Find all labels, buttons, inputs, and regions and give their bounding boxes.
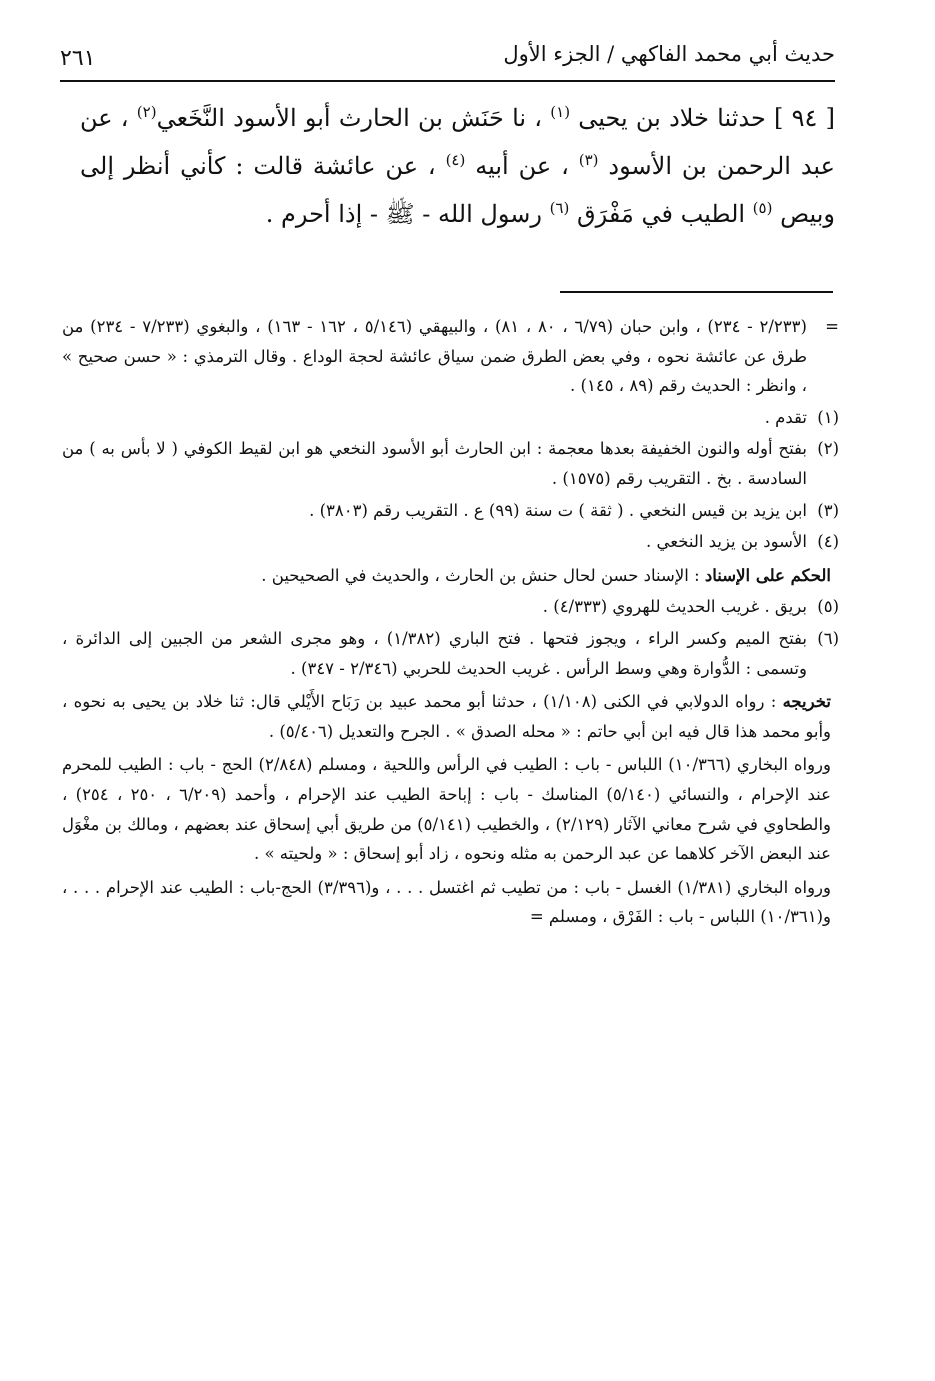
footnote-1 <box>62 403 839 433</box>
isnad-ruling <box>62 561 839 591</box>
running-header <box>60 38 835 82</box>
footnote-text: بفتح الميم وكسر الراء ، ويجوز فتحها . فتح الباري (١/٣٨٢) ، وهو مجرى الشعر من الجبين إلى الدائرة ، وتسمى : الدُّوارة وهي وسط الرأس . غريب الحديث للحربي (٢/٣٤٦ - ٣٤٧) . <box>62 628 807 678</box>
continuation-marker: = <box>825 317 839 336</box>
footnote-ref[interactable]: (٥) <box>752 199 773 217</box>
takhrij-paragraph-3: ورواه البخاري (١/٣٨١) الغسل - باب : من تطيب ثم اغتسل . . . ، و(٣/٣٩٦) الحج-باب : الطيب عند الإحرام . . . ، و(١٠/٣٦١) اللباس - باب : الفَرْق ، ومسلم = <box>62 877 831 927</box>
footnote-text: الأسود بن يزيد النخعي . <box>646 532 807 552</box>
footnote-2 <box>62 434 839 493</box>
footnote-6 <box>62 624 839 683</box>
footnote-ref[interactable]: (٣) <box>578 151 599 169</box>
page-number: ٢٦١ <box>60 46 96 71</box>
ruling-text: : الإسناد حسن لحال حنش بن الحارث ، والحديث في الصحيحين . <box>261 565 705 585</box>
hadith-segment: ، نا حَنَش بن الحارث أبو الأسود النَّخَعي <box>156 104 551 132</box>
footnote-marker: (١) <box>817 407 839 427</box>
hadith-segment: ، عن عائشة قالت : كأني أنظر إلى وبيص <box>80 152 835 228</box>
footnote-marker: (٤) <box>817 532 839 552</box>
takhrij-paragraph <box>62 687 839 746</box>
footnote-separator <box>560 291 833 293</box>
footnote-5 <box>62 592 839 622</box>
hadith-segment: الطيب في مَفْرَق <box>569 200 753 228</box>
footnote-text: (٢/٢٣٣ - ٢٣٤) ، وابن حبان (٦/٧٩ ، ٨٠ ، ٨١) ، والبيهقي (٥/١٤٦ ، ١٦٢ - ١٦٣) ، والبغوي (٧/٢٣٣ - ٢٣٤) من طرق عن عائشة نحوه ، وفي بعض الطرق ضمن سياق عائشة لحجة الوداع . وقال الترمذي : « حسن صحيح » ، وانظر : الحديث رقم (٨٩ ، ١٤٥) . <box>62 317 807 396</box>
footnote-continuation <box>62 312 839 401</box>
footnote-marker: (٦) <box>817 628 839 648</box>
footnote-3 <box>62 496 839 526</box>
footnote-marker: (٥) <box>817 597 839 617</box>
footnote-text: ابن يزيد بن قيس النخعي . ( ثقة ) ت سنة (٩٩) ع . التقريب رقم (٣٨٠٣) . <box>309 500 807 520</box>
ruling-label: الحكم على الإسناد <box>704 565 831 585</box>
hadith-segment: ، عن أبيه <box>465 152 579 180</box>
hadith-segment: حدثنا خلاد بن يحيى <box>570 104 775 132</box>
hadith-segment: ، عن عبد الرحمن بن الأسود <box>80 104 835 180</box>
footnotes <box>62 312 839 932</box>
footnote-text: بريق . غريب الحديث للهروي (٤/٣٣٣) . <box>542 597 807 617</box>
footnote-4 <box>62 527 839 557</box>
hadith-number: [ ٩٤ ] <box>774 104 835 132</box>
hadith-text <box>80 94 835 238</box>
footnote-ref[interactable]: (١) <box>550 103 571 121</box>
footnote-ref[interactable]: (٦) <box>549 199 570 217</box>
takhrij-label: تخريجه <box>782 692 831 712</box>
footnote-text: تقدم . <box>764 407 807 427</box>
footnote-marker: (٣) <box>817 500 839 520</box>
footnote-ref[interactable]: (٢) <box>136 103 157 121</box>
hadith-segment: رسول الله - ﷺ - إذا أحرم . <box>265 200 550 228</box>
footnote-text: بفتح أوله والنون الخفيفة بعدها معجمة : ابن الحارث أبو الأسود النخعي هو ابن لقيط الكوفي ( لا بأس به ) من السادسة . بخ . التقريب رقم (١٥٧٥) . <box>62 439 807 488</box>
footnote-ref[interactable]: (٤) <box>445 151 466 169</box>
footnote-marker: (٢) <box>817 439 839 459</box>
header-title: حديث أبي محمد الفاكهي / الجزء الأول <box>503 42 835 66</box>
takhrij-paragraph-2: ورواه البخاري (١٠/٣٦٦) اللباس - باب : الطيب في الرأس واللحية ، ومسلم (٢/٨٤٨) الحج - باب : الطيب للمحرم عند الإحرام ، والنسائي (٥/١٤٠) المناسك - باب : إباحة الطيب عند الإحرام ، وأحمد (٦/٢٠٩ ، ٢٥٠ ، ٢٥٤) ، والطحاوي في شرح معاني الآثار (٢/١٢٩) ، والخطيب (٥/١٤١) من طريق أبي إسحاق عند بعضهم ، ومالك بن مغْوَل عند البعض الآخر كلاهما عن عبد الرحمن به مثله ونحوه ، زاد أبو إسحاق : « ولحيته » . <box>62 755 831 864</box>
takhrij-text: : رواه الدولابي في الكنى (١/١٠٨) ، حدثنا أبو محمد عبيد بن رَبَاح الأَيْلي قال: ثنا خلاد بن يحيى به نحوه ، وأبو محمد هذا قال فيه ابن أبي حاتم : « محله الصدق » . الجرح والتعديل (٥/٤٠٦) . <box>62 692 831 741</box>
